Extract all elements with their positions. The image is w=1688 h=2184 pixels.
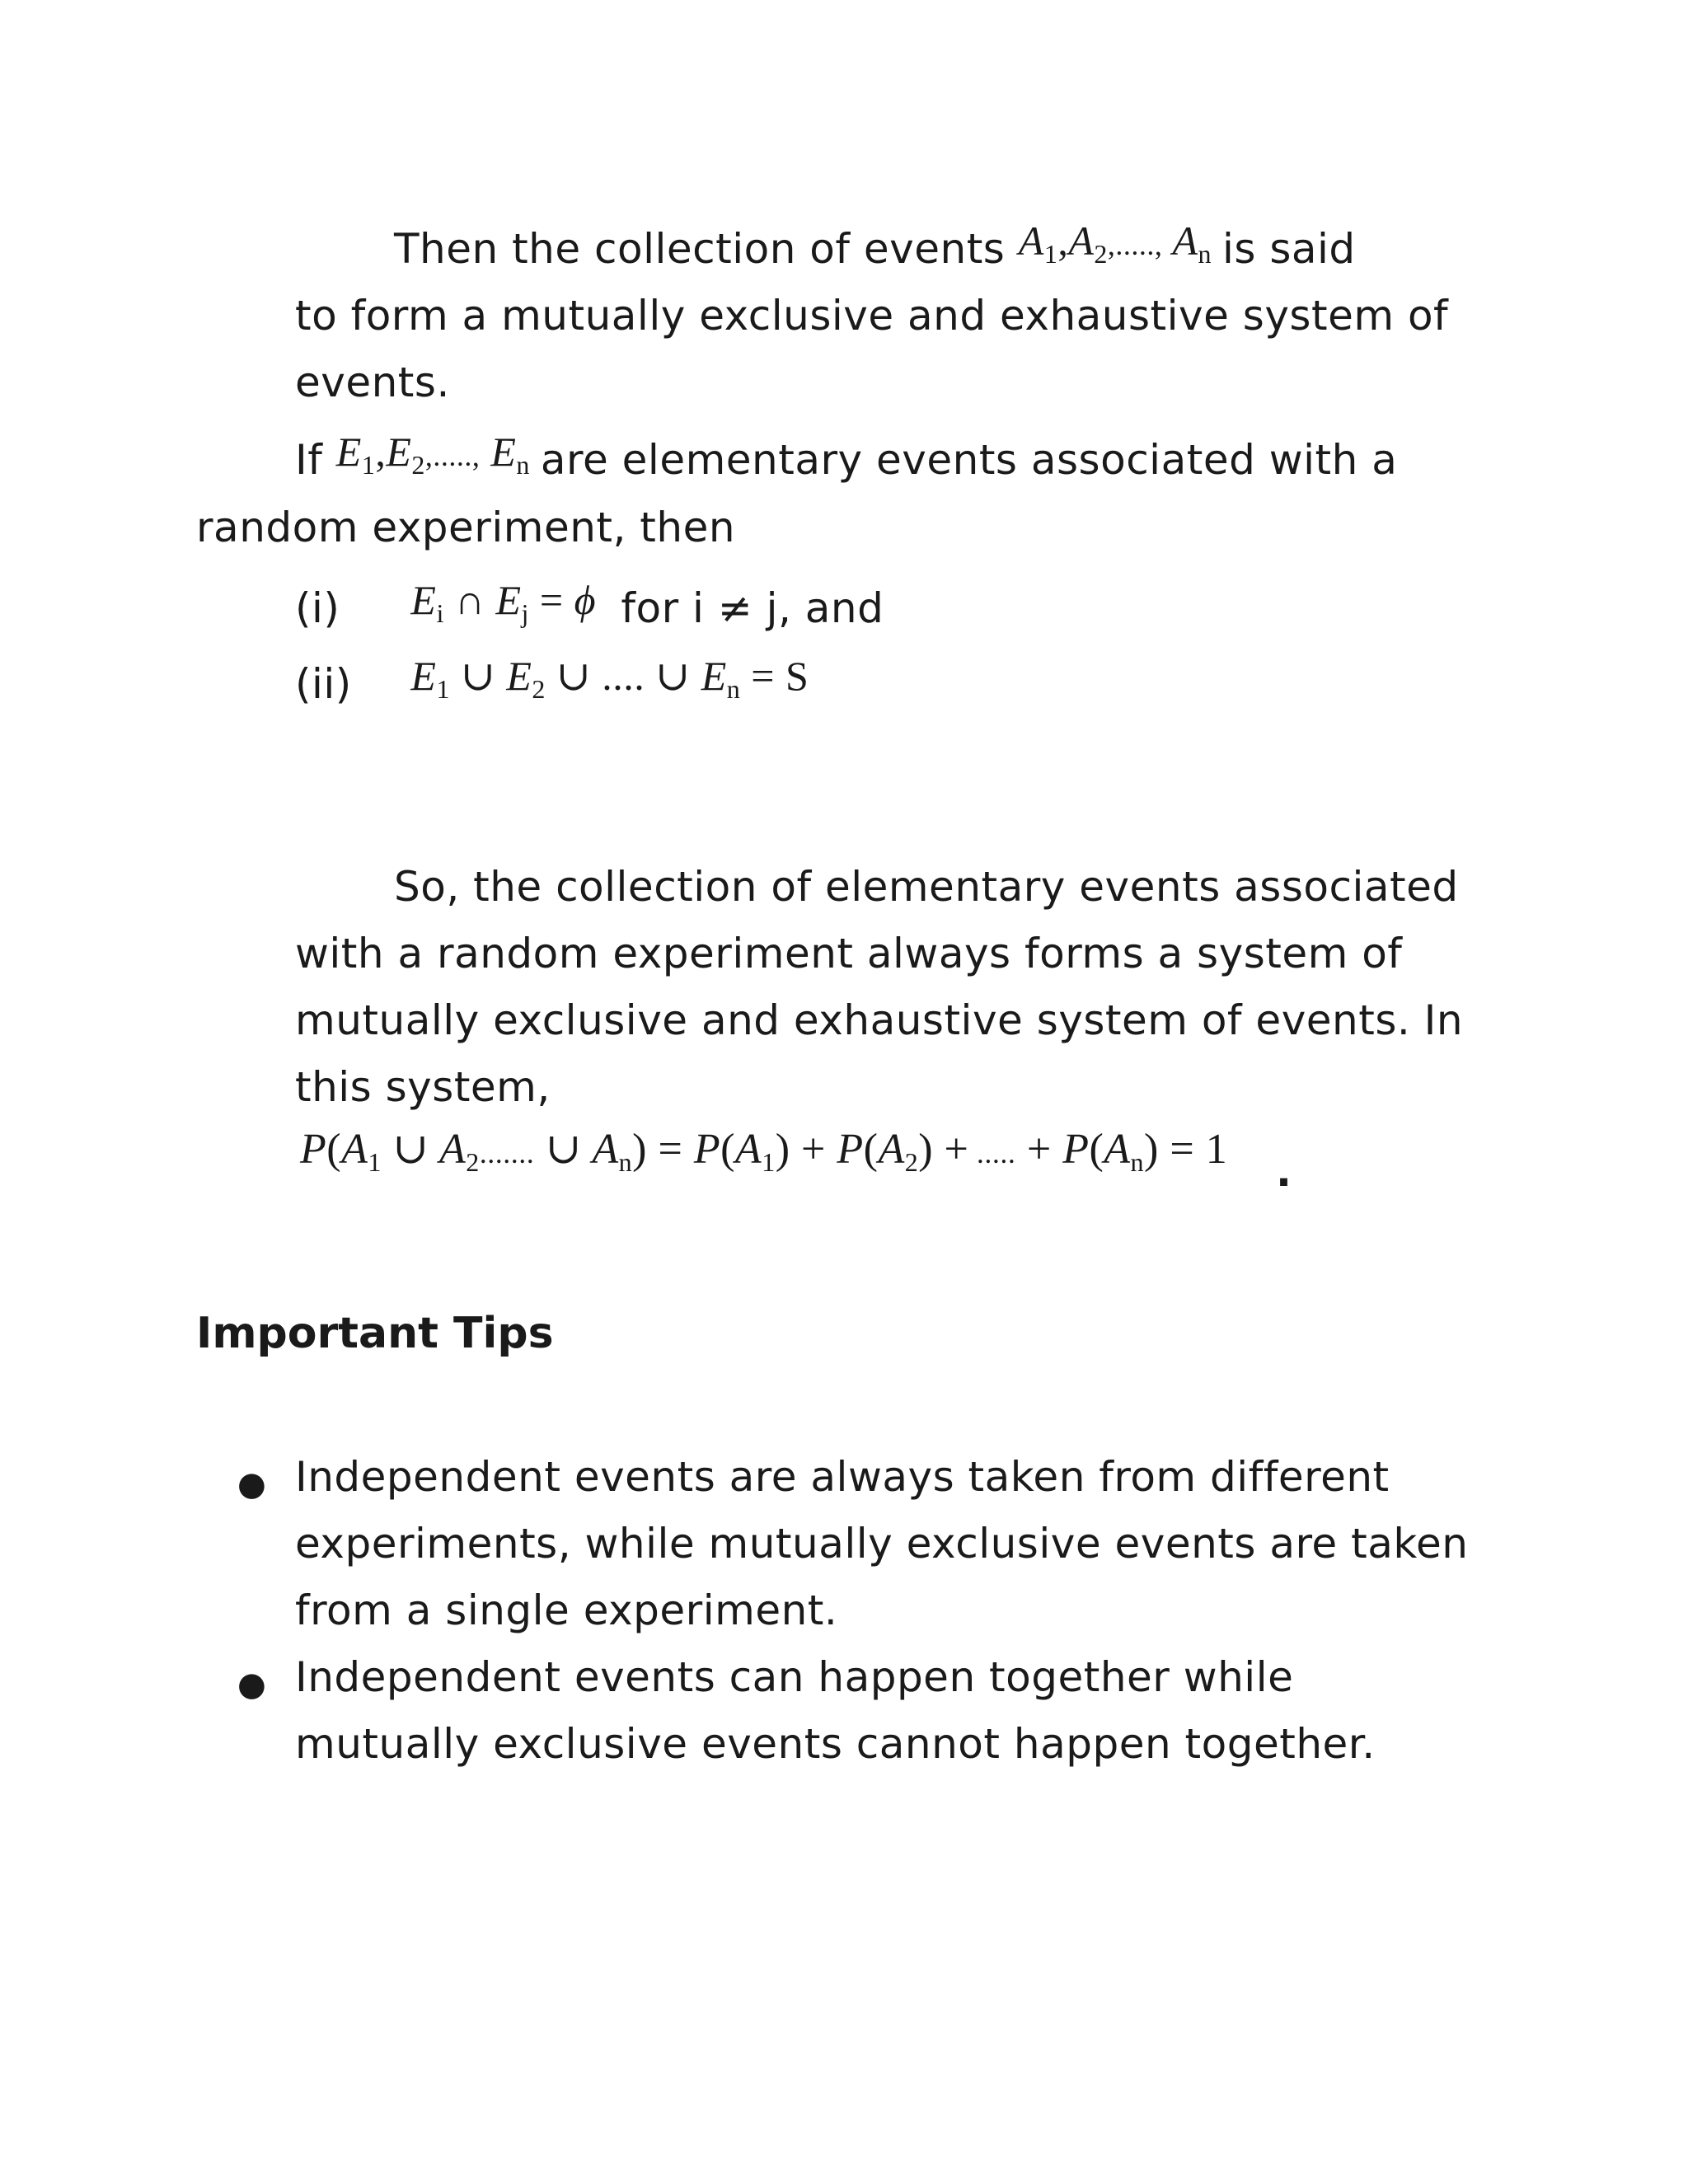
math-union-sample-space: $E_1$ ∪ $E_2$ ∪ .... ∪ $E_n = S$: [410, 653, 809, 704]
condition-i-label: (i): [295, 584, 340, 632]
para1-text-a: Then the collection of events: [394, 225, 1006, 273]
math-intersection-empty: $E_i$ ∩ $E_j = \phi$: [410, 577, 596, 628]
condition-ii: [295, 653, 809, 709]
math-elementary-events-E: $E_1,E_2$,....., $E_n$: [335, 429, 530, 480]
probability-sum-formula: $P(A_1$ ∪ $A_2$....... ∪ $A_n) = P(A_1) + P(A_2)$ + ..... + $P(A_n) = 1$: [300, 1126, 1228, 1177]
condition-ii-label: (ii): [295, 660, 352, 708]
formula-period: .: [1276, 1148, 1292, 1196]
bullet-icon: ●: [237, 1465, 266, 1503]
para3-line3: mutually exclusive and exhaustive system of events. In: [295, 996, 1464, 1044]
para2-text-b: are elementary events associated with a: [540, 436, 1398, 484]
para1-line3: events.: [295, 359, 450, 406]
para3-line4: this system,: [295, 1063, 551, 1111]
para3-line1: So, the collection of elementary events associated: [394, 863, 1459, 911]
para1-text-b: is said: [1222, 225, 1356, 273]
tip-2-line1: Independent events can happen together while: [295, 1653, 1294, 1701]
tip-1-line3: from a single experiment.: [295, 1586, 838, 1634]
tip-1-line2: experiments, while mutually exclusive events are taken: [295, 1520, 1469, 1568]
para3-line2: with a random experiment always forms a system of: [295, 930, 1403, 977]
para1-line2: to form a mutually exclusive and exhaustive system of: [295, 292, 1449, 340]
bullet-icon: ●: [237, 1666, 266, 1704]
important-tips-heading: Important Tips: [196, 1309, 554, 1358]
math-events-A: $A_1,A_2$,....., $A_n$: [1018, 218, 1212, 269]
para1-line1: [394, 218, 1356, 278]
para2-line1: [295, 429, 1398, 489]
tip-2-line2: mutually exclusive events cannot happen together.: [295, 1720, 1376, 1768]
condition-i-tail: for i ≠ j, and: [621, 584, 884, 632]
tip-1-line1: Independent events are always taken from different: [295, 1453, 1390, 1501]
condition-i: [295, 577, 884, 633]
para2-if: If: [295, 436, 323, 484]
para2-line2: random experiment, then: [196, 504, 736, 551]
